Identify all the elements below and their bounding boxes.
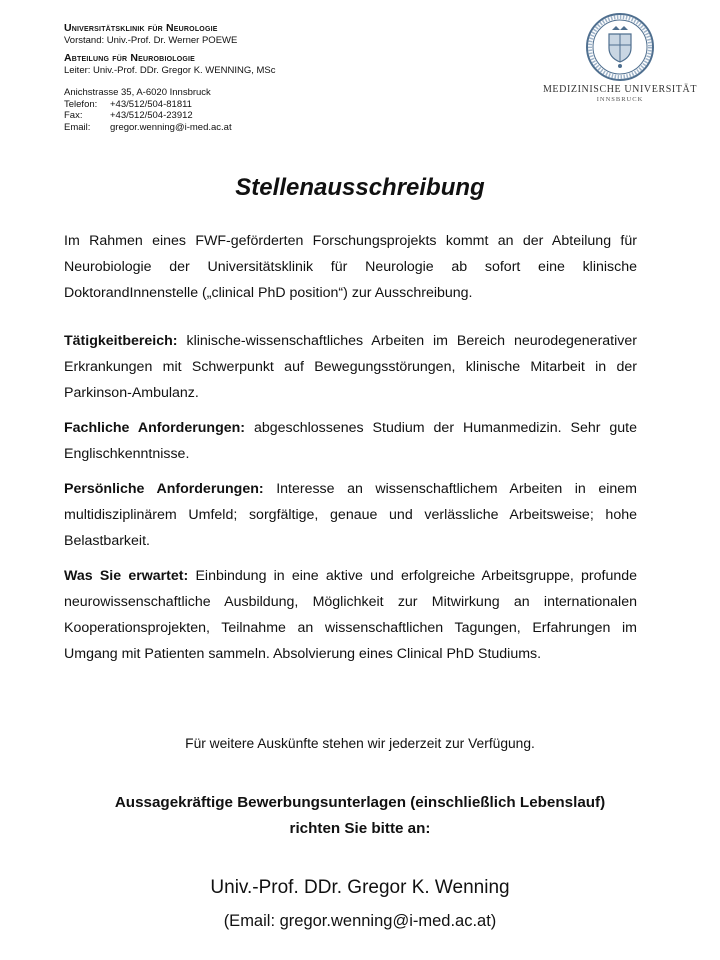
phone-label: Telefon: <box>64 98 98 110</box>
email-row <box>64 122 484 134</box>
section-text: Einbindung in eine aktive und erfolgreiche Arbeitsgruppe, profunde neurowissenschaftliche Ausbildung, Möglichkeit zur Mitwirkung an internationalen Kooperationsprojekten, Teilnahme an wissenschaftlichen Tagungen, Erfahrungen im Umgang mit Patienten sammeln. Absolvierung eines Clinical PhD Studiums. <box>64 568 638 662</box>
fax-label: Fax: <box>64 110 83 121</box>
application-note-line-2: richten Sie bitte an: <box>289 820 431 837</box>
department-name: Abteilung für Neurobiologie <box>64 52 196 64</box>
letterhead <box>64 22 484 133</box>
section-label: Was Sie erwartet: <box>64 568 189 584</box>
university-name: MEDIZINISCHE UNIVERSITÄT <box>542 84 698 95</box>
page-title: Stellenausschreibung <box>235 174 485 201</box>
section-taetigkeitsbereich <box>64 328 637 406</box>
section-text: abgeschlossenes Studium der Humanmedizin. Sehr gute Englischkenntnisse. <box>64 420 637 462</box>
section-fachliche-anforderungen <box>64 415 637 467</box>
application-note <box>0 790 720 842</box>
email-value: gregor.wenning@i-med.ac.at <box>110 121 232 133</box>
phone-row <box>64 99 484 111</box>
department-head: Leiter: Univ.-Prof. DDr. Gregor K. WENNING, MSc <box>64 65 276 76</box>
intro-paragraph: Im Rahmen eines FWF-geförderten Forschungsprojekts kommt an der Abteilung für Neurobiologie der Universitätsklinik für Neurologie ab sofort eine klinische DoktorandInnenstelle („clinical PhD position“) zur Ausschreibung. <box>64 233 637 301</box>
info-line: Für weitere Auskünfte stehen wir jederzeit zur Verfügung. <box>185 736 535 751</box>
contact-name: Univ.-Prof. DDr. Gregor K. Wenning <box>210 877 510 898</box>
university-city: INNSBRUCK <box>596 96 644 103</box>
section-label: Persönliche Anforderungen: <box>64 481 264 497</box>
university-logo <box>530 12 710 103</box>
contact-email[interactable]: (Email: gregor.wenning@i-med.ac.at) <box>223 912 497 930</box>
section-label: Fachliche Anforderungen: <box>64 420 246 436</box>
address-text: Anichstrasse 35, A-6020 Innsbruck <box>64 87 211 98</box>
document-body <box>64 228 637 676</box>
email-label: Email: <box>64 121 91 133</box>
application-note-line-1: Aussagekräftige Bewerbungsunterlagen (einschließlich Lebenslauf) <box>114 794 606 811</box>
clinic-head: Vorstand: Univ.-Prof. Dr. Werner POEWE <box>64 35 238 46</box>
address <box>64 87 484 99</box>
section-label: Tätigkeitbereich: <box>64 333 178 349</box>
phone-value: +43/512/504-81811 <box>110 98 192 110</box>
fax-row <box>64 110 484 122</box>
fax-value: +43/512/504-23912 <box>110 110 193 121</box>
section-was-sie-erwartet <box>64 563 637 667</box>
section-persoenliche-anforderungen <box>64 476 637 554</box>
university-seal-icon <box>585 12 655 82</box>
clinic-name: Universitätsklinik für Neurologie <box>64 22 218 34</box>
section-text: klinische-wissenschaftliches Arbeiten im Bereich neurodegenerativer Erkrankungen mit Schwerpunkt auf Bewegungsstörungen, klinische Mitarbeit in der Parkinson-Ambulanz. <box>64 333 637 401</box>
section-text: Interesse an wissenschaftlichem Arbeiten in einem multidisziplinärem Umfeld; sorgfältige, genaue und verlässliche Arbeitsweise; hohe Belastbarkeit. <box>64 481 637 549</box>
